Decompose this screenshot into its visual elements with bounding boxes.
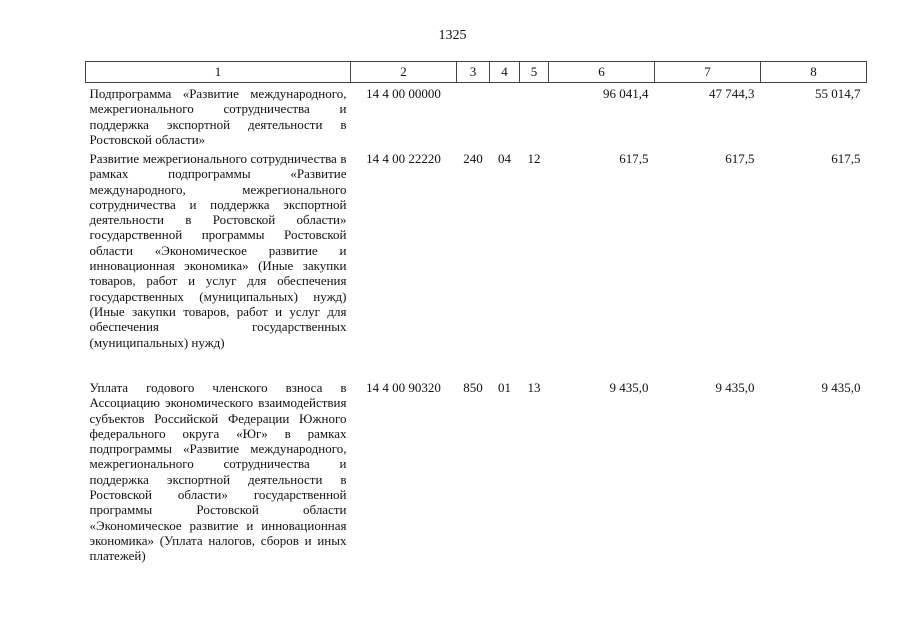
- row-description: Подпрограмма «Развитие международного, межрегионального сотрудничества и поддержка экспортной деятельности в Ростовской области»: [89, 86, 347, 147]
- row-amount-6: 617,5: [619, 151, 649, 166]
- row-code: 14 4 00 22220: [366, 151, 441, 166]
- row-code: 14 4 00 00000: [366, 86, 441, 101]
- row-amount-6: 9 435,0: [609, 380, 649, 395]
- header-cell-2: 2: [351, 62, 457, 83]
- row-amount-7: 9 435,0: [715, 380, 755, 395]
- header-cell-7: 7: [655, 62, 761, 83]
- header-cell-1: 1: [86, 62, 351, 83]
- row-amount-8: 617,5: [831, 151, 861, 166]
- header-cell-8: 8: [761, 62, 867, 83]
- page-number: 1325: [438, 28, 467, 43]
- row-amount-6: 96 041,4: [603, 86, 649, 101]
- row-amount-7: 47 744,3: [709, 86, 755, 101]
- row-col-4: 04: [498, 151, 511, 166]
- row-code: 14 4 00 90320: [366, 380, 441, 395]
- table-row: [86, 377, 867, 580]
- header-cell-3: 3: [457, 62, 490, 83]
- table-row: [86, 83, 867, 149]
- row-amount-7: 617,5: [725, 151, 755, 166]
- row-col-5: 13: [527, 380, 541, 395]
- row-amount-8: 55 014,7: [815, 86, 861, 101]
- row-col-5: [520, 83, 549, 149]
- table-header-row: [86, 62, 867, 83]
- budget-table: [85, 61, 867, 580]
- row-col-3: [457, 83, 490, 149]
- row-amount-8: 9 435,0: [821, 380, 861, 395]
- table-row: [86, 148, 867, 377]
- row-col-5: 12: [527, 151, 541, 166]
- row-col-4: [490, 83, 520, 149]
- row-description: Развитие межрегионального сотрудничества в рамках подпрограммы «Развитие международного, межрегионального сотрудничества и поддержка экспортной деятельности в Ростовской области» государственной программы Ростовской области «Экономическое развитие и инновационная экономика» (Иные закупки товаров, работ и услуг для обеспечения государственных (муниципальных) нужд) (Иные закупки товаров, работ и услуг для обеспечения государственных (муниципальных) нужд): [89, 151, 347, 350]
- header-cell-4: 4: [490, 62, 520, 83]
- header-cell-6: 6: [549, 62, 655, 83]
- header-cell-5: 5: [520, 62, 549, 83]
- row-col-3: 850: [463, 380, 483, 395]
- row-description: Уплата годового членского взноса в Ассоциацию экономического взаимодействия субъектов Российской Федерации Южного федерального округа «Юг» в рамках подпрограммы «Развитие международного, межрегионального сотрудничества и поддержка экспортной деятельности в Ростовской области» государственной программы Ростовской области «Экономическое развитие и инновационная экономика» (Уплата налогов, сборов и иных платежей): [89, 380, 347, 564]
- row-col-3: 240: [463, 151, 483, 166]
- row-col-4: 01: [498, 380, 511, 395]
